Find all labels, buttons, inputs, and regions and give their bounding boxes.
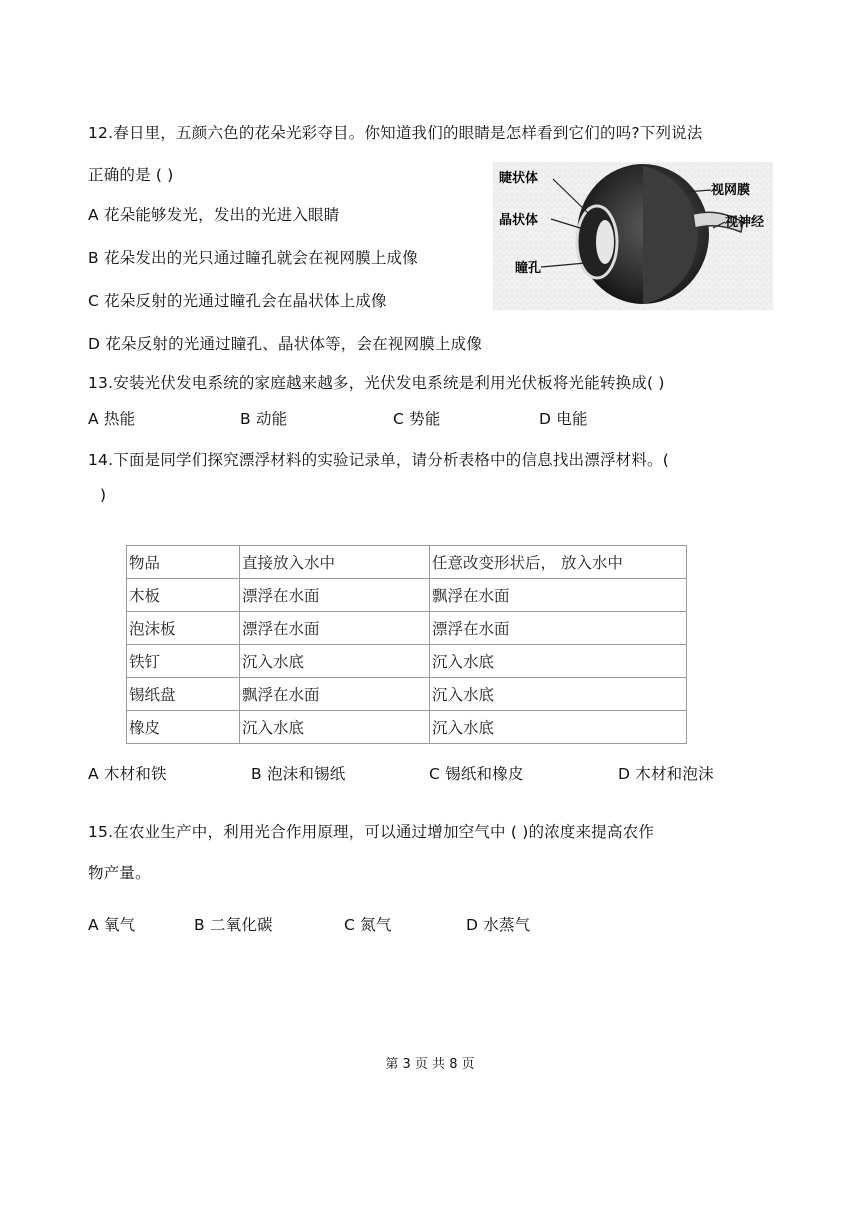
q14-stem-line2: ): [100, 486, 107, 504]
table-cell: 漂浮在水面: [430, 612, 687, 645]
table-cell: 锡纸盘: [127, 678, 240, 711]
q13-option-d: D 电能: [539, 410, 588, 428]
q14-option-b: B 泡沫和锡纸: [251, 765, 346, 783]
table-header-row: [127, 546, 687, 579]
q14-option-d: D 木材和泡沫: [618, 765, 714, 783]
table-header-cell: 任意改变形状后， 放入水中: [430, 546, 687, 579]
table-cell: 沉入水底: [430, 678, 687, 711]
q13-option-c: C 势能: [393, 410, 441, 428]
q13-option-b: B 动能: [240, 410, 288, 428]
table-cell: 沉入水底: [240, 711, 430, 744]
table-row: [127, 645, 687, 678]
q12-stem-line1: 12.春日里，五颜六色的花朵光彩夺目。你知道我们的眼睛是怎样看到它们的吗?下列说法: [88, 124, 703, 142]
table-row: [127, 678, 687, 711]
table-row: [127, 612, 687, 645]
table-cell: 飘浮在水面: [240, 678, 430, 711]
q12-option-d: D 花朵反射的光通过瞳孔、晶状体等，会在视网膜上成像: [88, 335, 483, 353]
page-number-footer: 第 3 页 共 8 页: [385, 1057, 475, 1072]
q15-option-a: A 氧气: [88, 916, 136, 934]
table-cell: 沉入水底: [430, 645, 687, 678]
table-cell: 漂浮在水面: [240, 579, 430, 612]
label-lens: 晶状体: [499, 213, 539, 228]
q12-option-c: C 花朵反射的光通过瞳孔会在晶状体上成像: [88, 292, 387, 310]
table-cell: 飘浮在水面: [430, 579, 687, 612]
q15-option-c: C 氮气: [344, 916, 392, 934]
q15-option-d: D 水蒸气: [466, 916, 531, 934]
q14-option-a: A 木材和铁: [88, 765, 167, 783]
q12-option-a: A 花朵能够发光，发出的光进入眼睛: [88, 206, 340, 224]
q12-option-b: B 花朵发出的光只通过瞳孔就会在视网膜上成像: [88, 249, 418, 267]
table-cell: 木板: [127, 579, 240, 612]
label-pupil: 瞳孔: [515, 261, 542, 276]
q13-option-a: A 热能: [88, 410, 136, 428]
label-ciliary-body: 睫状体: [499, 171, 539, 186]
table-cell: 橡皮: [127, 711, 240, 744]
table-header-cell: 物品: [127, 546, 240, 579]
table-cell: 铁钉: [127, 645, 240, 678]
q13-stem: 13.安装光伏发电系统的家庭越来越多，光伏发电系统是利用光伏板将光能转换成( ): [88, 374, 665, 392]
table-cell: 漂浮在水面: [240, 612, 430, 645]
experiment-record-table: [126, 545, 687, 744]
q14-option-c: C 锡纸和橡皮: [429, 765, 524, 783]
q14-stem-line1: 14.下面是同学们探究漂浮材料的实验记录单，请分析表格中的信息找出漂浮材料。(: [88, 451, 669, 469]
table-cell: 泡沫板: [127, 612, 240, 645]
q15-option-b: B 二氧化碳: [194, 916, 273, 934]
table-header-cell: 直接放入水中: [240, 546, 430, 579]
table-cell: 沉入水底: [240, 645, 430, 678]
q15-stem-line1: 15.在农业生产中，利用光合作用原理，可以通过增加空气中 ( )的浓度来提高农作: [88, 823, 655, 841]
eye-diagram-figure: [493, 162, 773, 310]
table-cell: 沉入水底: [430, 711, 687, 744]
table-row: [127, 579, 687, 612]
label-retina: 视网膜: [711, 183, 751, 198]
table-row: [127, 711, 687, 744]
q15-stem-line2: 物产量。: [88, 864, 151, 882]
label-optic-nerve: 视神经: [725, 215, 765, 230]
q12-stem-line2: 正确的是 ( ): [88, 166, 174, 184]
